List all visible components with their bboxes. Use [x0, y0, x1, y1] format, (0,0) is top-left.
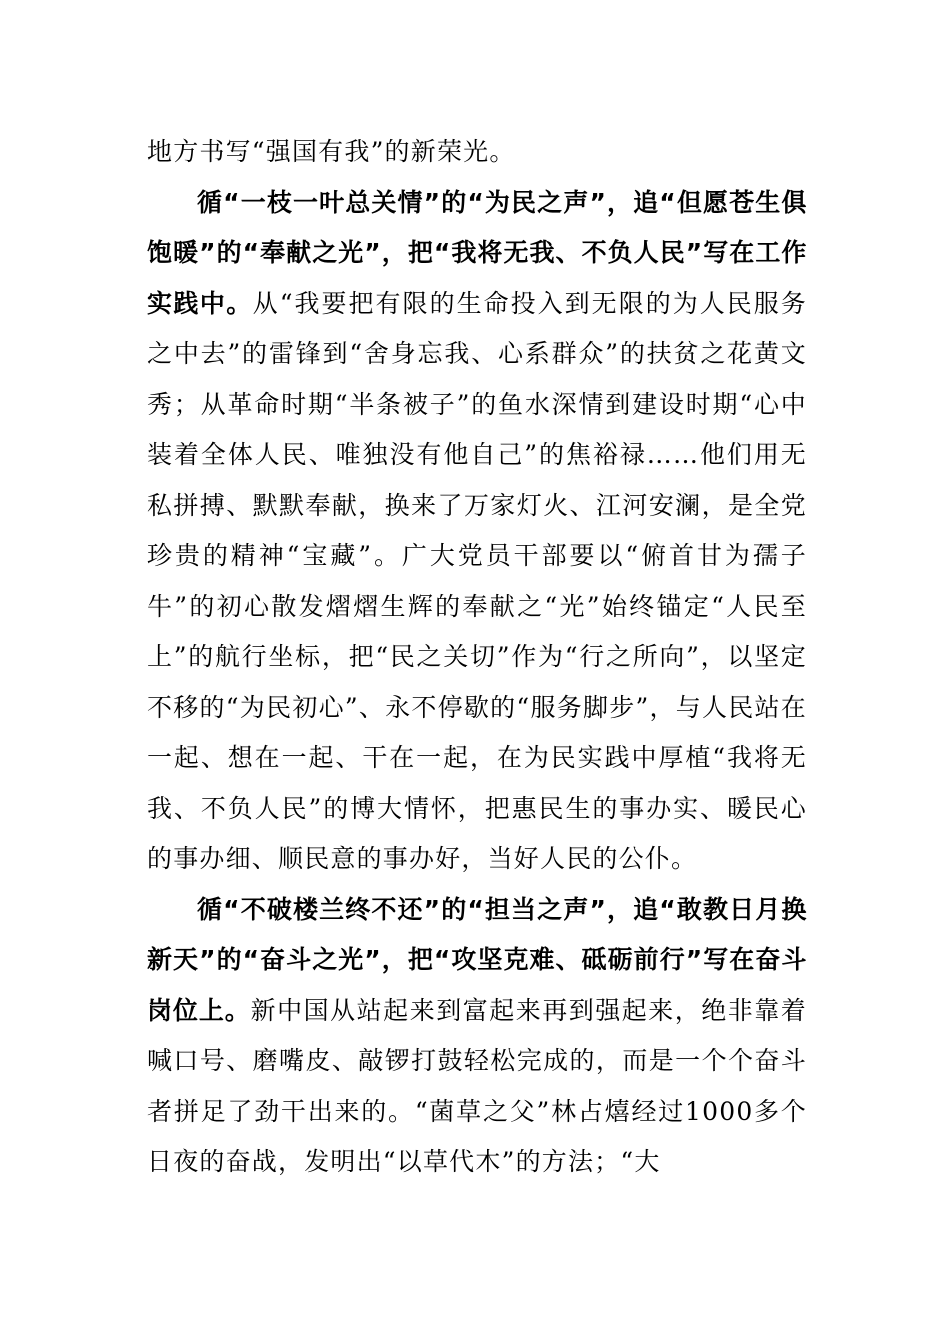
paragraph-striving: [147, 885, 807, 1188]
document-body: [147, 127, 807, 1188]
paragraph-lead-sentence: 循“不破楼兰终不还”的“担当之声”，追“敢教日月换新天”的“奋斗之光”，把“攻坚克难、砥砺前行”写在奋斗岗位上。: [147, 894, 807, 1025]
paragraph-continuation: [147, 127, 807, 178]
paragraph-lead-sentence: 循“一枝一叶总关情”的“为民之声”，追“但愿苍生俱饱暖”的“奉献之光”，把“我将无我、不负人民”写在工作实践中。: [147, 187, 807, 318]
paragraph-body: 地方书写“强国有我”的新荣光。: [147, 137, 516, 166]
paragraph-body: 从“我要把有限的生命投入到无限的为人民服务之中去”的雷锋到“舍身忘我、心系群众”的扶贫之花黄文秀；从革命时期“半条被子”的鱼水深情到建设时期“心中装着全体人民、唯独没有他自己”的焦裕禄……他们用无私拼搏、默默奉献，换来了万家灯火、江河安澜，是全党珍贵的精神“宝藏”。广大党员干部要以“俯首甘为孺子牛”的初心散发熠熠生辉的奉献之“光”始终锚定“人民至上”的航行坐标，把“民之关切”作为“行之所向”，以坚定不移的“为民初心”、永不停歇的“服务脚步”，与人民站在一起、想在一起、干在一起，在为民实践中厚植“我将无我、不负人民”的博大情怀，把惠民生的事办实、暖民心的事办细、顺民意的事办好，当好人民的公仆。: [147, 288, 807, 873]
paragraph-dedication: [147, 178, 807, 885]
paragraph-body: 新中国从站起来到富起来再到强起来，绝非靠着喊口号、磨嘴皮、敲锣打鼓轻松完成的，而是一个个奋斗者拼足了劲干出来的。“菌草之父”林占熺经过1000多个日夜的奋战，发明出“以草代木”的方法；“大: [147, 995, 808, 1176]
